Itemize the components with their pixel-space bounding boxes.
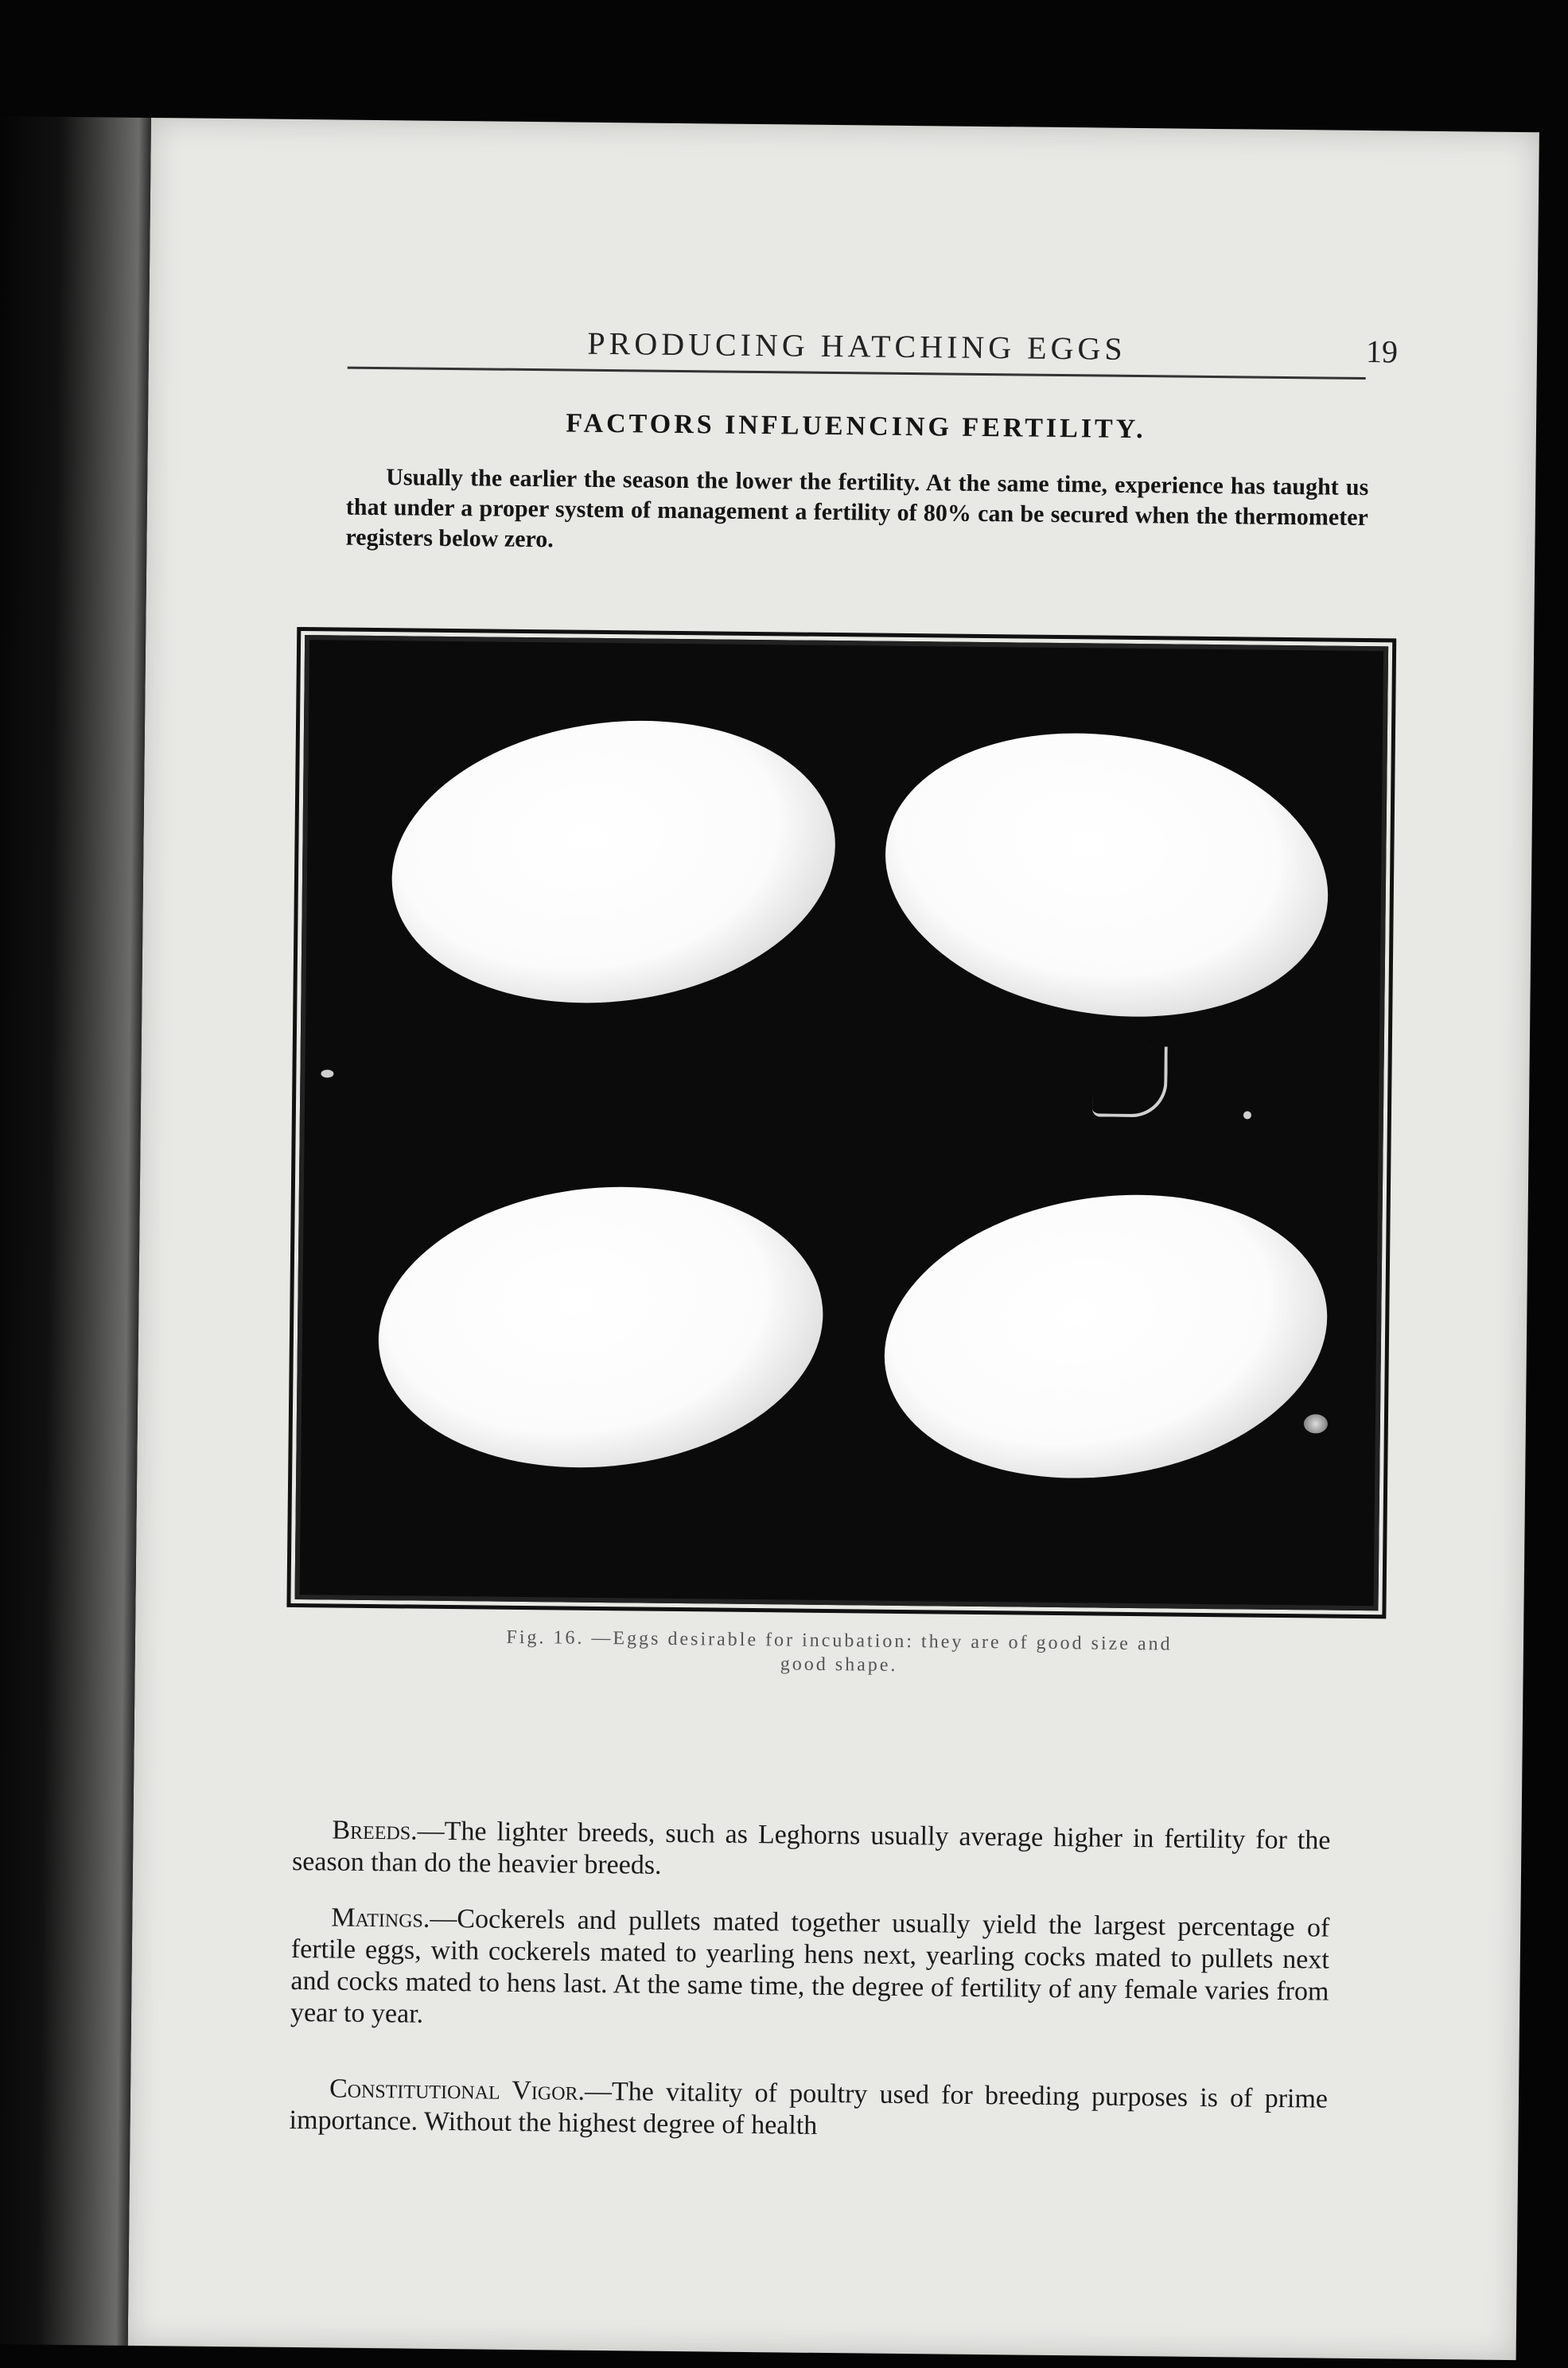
- breeds-text: —The lighter breeds, such as Leghorns usually average higher in fertility for the season than do the heavier breeds.: [291, 1816, 1331, 1880]
- string-mark: [1092, 1046, 1168, 1117]
- vigor-heading: Constitutional Vigor.: [329, 2074, 586, 2106]
- speck-mark: [1304, 1414, 1328, 1433]
- egg-bottom-right: [865, 1166, 1346, 1507]
- eggs-photograph: [295, 635, 1389, 1610]
- breeds-heading: Breeds.: [332, 1815, 418, 1846]
- egg-top-right: [866, 704, 1348, 1046]
- speck-mark: [321, 1069, 333, 1077]
- running-head: PRODUCING HATCHING EGGS: [587, 325, 1126, 367]
- section-title: FACTORS INFLUENCING FERTILITY.: [566, 408, 1146, 445]
- vigor-text: —The vitality of poultry used for breeding purposes is of prime importance. Without the highest degree of health: [289, 2076, 1329, 2140]
- speck-mark: [1243, 1111, 1251, 1119]
- egg-top-left: [375, 695, 852, 1029]
- intro-paragraph: Usually the earlier the season the lower the fertility. At the same time, experience has taught us that under a proper system of management a fertility of 80% can be secured when the thermometer registers below zero.: [345, 464, 1369, 553]
- egg-bottom-left: [366, 1167, 835, 1486]
- vigor-paragraph: [289, 2073, 1328, 2148]
- matings-text: —Cockerels and pullets mated together usually yield the largest percentage of fertile eggs, with cockerels mated to yearling hens next, yearling cocks mated to pullets next and cocks mated to hens last. At the same time, the degree of fertility of any female varies from year to year.: [290, 1903, 1330, 2029]
- caption-line-1: Fig. 16. —Eggs desirable for incubation: they are of good size and: [506, 1626, 1173, 1655]
- book-page: [128, 118, 1539, 2360]
- breeds-paragraph: [292, 1814, 1331, 1889]
- matings-heading: Matings.: [331, 1903, 430, 1934]
- caption-line-2: good shape.: [780, 1653, 898, 1676]
- page-number: 19: [1365, 333, 1399, 370]
- page-header: [348, 319, 1399, 380]
- matings-paragraph: [290, 1902, 1330, 2040]
- figure-caption: [366, 1624, 1313, 1681]
